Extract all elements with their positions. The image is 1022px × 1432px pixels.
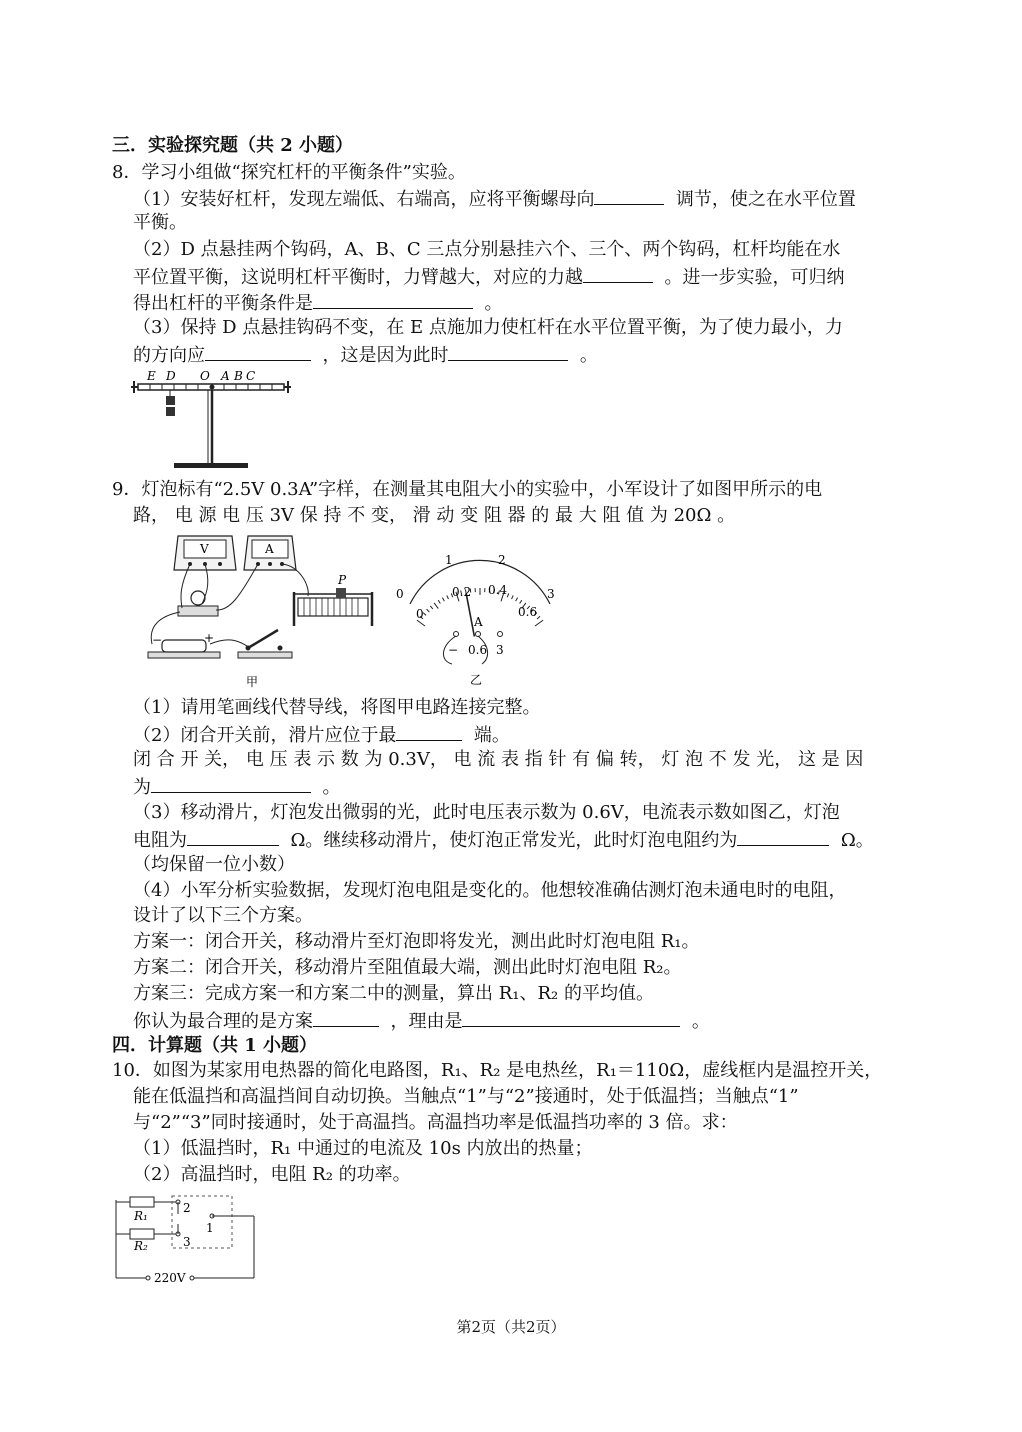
q8-part3-cont: 的方向应 ，这是因为此时 。	[133, 342, 598, 368]
dial-upper-2: 2	[498, 553, 506, 567]
svg-text:+: +	[204, 631, 215, 645]
q9-part3-cont: 电阻为 Ω。继续移动滑片，使灯泡正常发光，此时灯泡电阻约为 Ω。	[133, 827, 874, 853]
q9-plan3: 方案三：完成方案一和方案二中的测量，算出 R₁、R₂ 的平均值。	[133, 983, 654, 1004]
answer-blank[interactable]	[313, 290, 473, 309]
q9-part1: （1）请用笔画线代替导线，将图甲电路连接完整。	[133, 697, 541, 718]
answer-blank[interactable]	[313, 1008, 379, 1027]
dial-tick	[507, 593, 508, 597]
figure-label-yi: 乙	[470, 673, 483, 686]
dial-lower-0: 0	[416, 607, 424, 621]
label-220v: 220V	[154, 1271, 186, 1285]
q10-line1: 10．如图为某家用电热器的简化电路图，R₁、R₂ 是电热丝，R₁＝110Ω，虚线框内是温控开关，	[112, 1060, 883, 1081]
figure-label-jia: 甲	[246, 675, 259, 689]
q9-stem-cont: 路， 电 源 电 压 3V 保 持 不 变， 滑 动 变 阻 器 的 最 大 阻 值 为 20Ω 。	[133, 505, 736, 526]
lever-label-o: O	[200, 369, 210, 383]
q8-stem: 8．学习小组做“探究杠杆的平衡条件”实验。	[112, 162, 466, 183]
q9-plan2: 方案二：闭合开关，移动滑片至阻值最大端，测出此时灯泡电阻 R₂。	[133, 957, 682, 978]
dial-tick	[447, 595, 449, 599]
svg-text:V: V	[200, 542, 209, 556]
q9-part3: （3）移动滑片，灯泡发出微弱的光，此时电压表示数为 0.6V，电流表示数如图乙，灯泡	[133, 802, 840, 823]
dial-tick	[520, 600, 522, 603]
lever-label-c: C	[246, 369, 256, 383]
dial-tick	[442, 598, 444, 602]
dial-tick	[417, 620, 425, 626]
q9-stem: 9．灯泡标有“2.5V 0.3A”字样，在测量其电阻大小的实验中，小军设计了如图甲所示的电	[112, 479, 823, 500]
section-3-heading: 三．实验探究题（共 2 小题）	[112, 135, 354, 156]
lever-label-a: A	[221, 369, 230, 383]
dial-lower-02: 0.2	[452, 585, 472, 599]
circuit-figure-jia	[140, 526, 390, 692]
answer-blank[interactable]	[594, 186, 664, 205]
dial-tick	[434, 603, 438, 609]
q8-part3: （3）保持 D 点悬挂钩码不变，在 E 点施加力使杠杆在水平位置平衡，为了使力最小，力	[133, 317, 843, 338]
label-contact-3: 3	[183, 1235, 191, 1249]
q8-part2: （2）D 点悬挂两个钩码，A、B、C 三点分别悬挂六个、三个、两个钩码，杠杆均能在水	[133, 239, 841, 260]
dial-unit: A	[474, 615, 483, 629]
answer-blank[interactable]	[462, 1008, 680, 1027]
q9-part4-cont: 设计了以下三个方案。	[133, 905, 313, 926]
lever-figure	[130, 368, 300, 472]
dial-tick	[438, 600, 440, 603]
label-r1: R₁	[134, 1209, 148, 1223]
q9-part4-answer: 你认为最合理的是方案 ，理由是 。	[133, 1008, 710, 1034]
dial-lower-06: 0.6	[518, 605, 538, 619]
q9-part2-cont2: 为 。	[133, 774, 340, 800]
lever-label-e: E	[147, 369, 156, 383]
slider-label-p: P	[338, 573, 347, 587]
label-contact-1: 1	[206, 1221, 214, 1235]
answer-blank[interactable]	[737, 827, 829, 846]
terminal-06: 0.6	[468, 643, 488, 657]
label-contact-2: 2	[183, 1201, 191, 1215]
svg-text:−: −	[152, 633, 163, 647]
label-r2: R₂	[134, 1239, 148, 1253]
q9-part2-cont: 闭 合 开 关， 电 压 表 示 数 为 0.3V， 电 流 表 指 针 有 偏 转， 灯 泡 不 发 光， 这 是 因	[133, 749, 864, 770]
heater-circuit-figure	[110, 1190, 262, 1286]
q9-part2: （2）闭合开关前，滑片应位于最 端。	[133, 722, 510, 748]
terminal-3: 3	[496, 643, 504, 657]
q10-line2: 能在低温挡和高温挡间自动切换。当触点“1”与“2”接通时，处于低温挡；当触点“1”	[133, 1086, 799, 1107]
lever-label-d: D	[166, 369, 176, 383]
svg-text:A: A	[265, 542, 274, 556]
dial-tick	[430, 606, 433, 609]
dial-lower-04: 0.4	[488, 583, 508, 597]
q8-part2-cont: 平位置平衡，这说明杠杆平衡时，力臂越大，对应的力越 。进一步实验，可归纳	[133, 264, 844, 290]
answer-blank[interactable]	[187, 827, 279, 846]
q8-part1-cont: 平衡。	[133, 212, 187, 233]
page-footer: 第2页（共2页）	[456, 1318, 566, 1336]
dial-upper-0: 0	[396, 587, 404, 601]
dial-tick	[427, 609, 430, 612]
q8-part1: （1）安装好杠杆，发现左端低、右端高，应将平衡螺母向 调节，使之在水平位置	[133, 186, 856, 212]
answer-blank[interactable]	[396, 722, 462, 741]
q9-plan1: 方案一：闭合开关，移动滑片至灯泡即将发光，测出此时灯泡电阻 R₁。	[133, 931, 700, 952]
terminal-minus: −	[448, 643, 459, 657]
q9-part4: （4）小军分析实验数据，发现灯泡电阻是变化的。他想较准确估测灯泡未通电时的电阻，	[133, 880, 847, 901]
ammeter-figure-yi	[390, 546, 570, 686]
q10-part2: （2）高温挡时，电阻 R₂ 的功率。	[133, 1164, 411, 1185]
answer-blank[interactable]	[448, 342, 568, 361]
q9-part3-note: （均保留一位小数）	[133, 854, 295, 875]
dial-tick	[537, 616, 540, 619]
dial-upper-1: 1	[445, 553, 453, 567]
answer-blank[interactable]	[583, 264, 653, 283]
q8-part2-cont2: 得出杠杆的平衡条件是 。	[133, 290, 502, 316]
dial-tick	[516, 598, 518, 602]
section-4-heading: 四．计算题（共 1 小题）	[112, 1035, 318, 1056]
answer-blank[interactable]	[205, 342, 311, 361]
q10-line3: 与“2”“3”同时接通时，处于高温挡。高温挡功率是低温挡功率的 3 倍。求：	[133, 1112, 738, 1133]
lever-label-b: B	[234, 369, 243, 383]
answer-blank[interactable]	[151, 774, 311, 793]
dial-upper-3: 3	[547, 587, 555, 601]
dial-tick	[535, 620, 543, 626]
dial-tick	[512, 595, 514, 599]
q10-part1: （1）低温挡时，R₁ 中通过的电流及 10s 内放出的热量；	[133, 1138, 593, 1159]
